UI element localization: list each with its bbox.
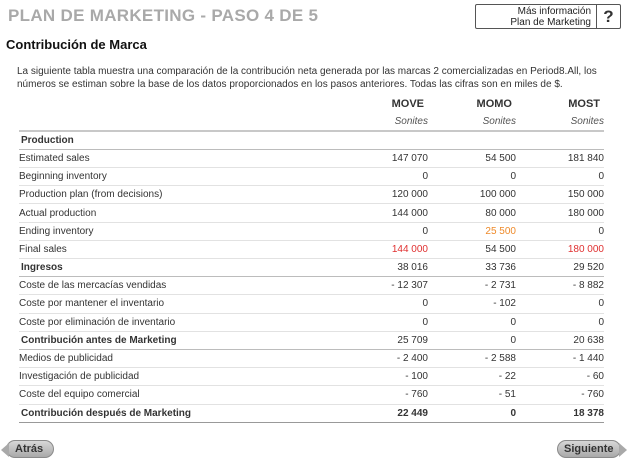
cell-value: 0: [428, 404, 516, 422]
next-button-label: Siguiente: [564, 443, 614, 455]
cell-value: - 2 588: [428, 349, 516, 367]
table-units-row: [19, 113, 604, 131]
cell-value: - 2 400: [340, 349, 428, 367]
cell-value: - 12 307: [340, 277, 428, 295]
column-header: MOMO: [476, 98, 512, 110]
column-header: MOST: [568, 98, 600, 110]
cell-value: 150 000: [516, 186, 604, 204]
table-row: [19, 313, 604, 331]
row-label: Ending inventory: [19, 222, 340, 240]
cell-value: 180 000: [516, 204, 604, 222]
more-info-line2: Plan de Marketing: [510, 16, 591, 28]
table-row: [19, 168, 604, 186]
row-label: Beginning inventory: [19, 168, 340, 186]
row-label: Coste por eliminación de inventario: [19, 313, 340, 331]
cell-value: 0: [516, 295, 604, 313]
page-title: PLAN DE MARKETING - PASO 4 DE 5: [8, 6, 319, 25]
units-blank: [19, 113, 340, 131]
cell-value: 29 520: [516, 259, 604, 277]
cell-value: 54 500: [428, 149, 516, 167]
table-row: [19, 186, 604, 204]
cell-value: 0: [428, 168, 516, 186]
cell-value: 38 016: [340, 259, 428, 277]
more-info-button[interactable]: [475, 4, 621, 29]
row-label: Medios de publicidad: [19, 349, 340, 367]
cell-value: - 51: [428, 386, 516, 404]
row-label: Coste por mantener el inventario: [19, 295, 340, 313]
next-button[interactable]: [557, 440, 621, 458]
row-label: Contribución antes de Marketing: [19, 331, 340, 349]
cell-value: - 22: [428, 368, 516, 386]
column-unit: Sonites: [516, 113, 604, 131]
row-label: Actual production: [19, 204, 340, 222]
cell-value: 0: [516, 313, 604, 331]
cell-value: 22 449: [340, 404, 428, 422]
cell-value: - 760: [340, 386, 428, 404]
cell-value: [516, 131, 604, 149]
cell-value: [340, 131, 428, 149]
arrow-right-icon: [619, 443, 627, 457]
cell-value: 18 378: [516, 404, 604, 422]
cell-value: 54 500: [428, 240, 516, 258]
table-row: [19, 259, 604, 277]
row-label: Coste de las mercacías vendidas: [19, 277, 340, 295]
more-info-label: [476, 5, 596, 28]
cell-value: 0: [516, 168, 604, 186]
cell-value: 80 000: [428, 204, 516, 222]
back-button-label: Atrás: [15, 443, 44, 455]
column-unit: Sonites: [428, 113, 516, 131]
cell-value: 120 000: [340, 186, 428, 204]
cell-value: 181 840: [516, 149, 604, 167]
question-mark-icon: ?: [596, 5, 620, 28]
row-label: Coste del equipo comercial: [19, 386, 340, 404]
table-row: [19, 368, 604, 386]
cell-value: 20 638: [516, 331, 604, 349]
table-row: [19, 240, 604, 258]
cell-value-alert: 144 000: [340, 240, 428, 258]
row-label: Contribución después de Marketing: [19, 404, 340, 422]
cell-value: 147 070: [340, 149, 428, 167]
row-label: Ingresos: [19, 259, 340, 277]
cell-value: 144 000: [340, 204, 428, 222]
row-label: Investigación de publicidad: [19, 368, 340, 386]
table-total-row: [19, 404, 604, 422]
cell-value: - 102: [428, 295, 516, 313]
cell-value: 0: [516, 222, 604, 240]
table-row: [19, 149, 604, 167]
table-row: [19, 349, 604, 367]
table-row: [19, 386, 604, 404]
header-blank: [19, 95, 340, 113]
row-label: Production: [19, 131, 340, 149]
back-button[interactable]: [6, 440, 54, 458]
section-title: Contribución de Marca: [6, 37, 147, 52]
table-row: [19, 277, 604, 295]
row-label: Final sales: [19, 240, 340, 258]
table-row: [19, 331, 604, 349]
cell-value: 0: [340, 222, 428, 240]
cell-value: - 8 882: [516, 277, 604, 295]
cell-value: 25 709: [340, 331, 428, 349]
cell-value-warning: 25 500: [428, 222, 516, 240]
cell-value: - 1 440: [516, 349, 604, 367]
column-header: MOVE: [391, 98, 424, 110]
column-unit: Sonites: [340, 113, 428, 131]
cell-value: - 100: [340, 368, 428, 386]
arrow-left-icon: [1, 443, 9, 457]
cell-value: - 60: [516, 368, 604, 386]
row-label: Estimated sales: [19, 149, 340, 167]
cell-value: 33 736: [428, 259, 516, 277]
table-header-row: [19, 95, 604, 113]
cell-value: 0: [428, 331, 516, 349]
cell-value: 0: [428, 313, 516, 331]
brand-contribution-table: [19, 95, 604, 423]
cell-value: 100 000: [428, 186, 516, 204]
intro-text: La siguiente tabla muestra una comparación de la contribución neta generada por las marcas 2 comercializadas en Period8.All, los números se estiman sobre la base de los datos proporcionados en los pasos anteriores. Todas las cifras son en miles de $.: [17, 66, 597, 90]
row-label: Production plan (from decisions): [19, 186, 340, 204]
cell-value: [428, 131, 516, 149]
table-row: [19, 131, 604, 149]
more-info-line1: Más información: [517, 5, 591, 17]
table-row: [19, 295, 604, 313]
cell-value: 0: [340, 295, 428, 313]
cell-value: - 2 731: [428, 277, 516, 295]
cell-value: - 760: [516, 386, 604, 404]
cell-value-alert: 180 000: [516, 240, 604, 258]
table-row: [19, 222, 604, 240]
cell-value: 0: [340, 168, 428, 186]
table-row: [19, 204, 604, 222]
cell-value: 0: [340, 313, 428, 331]
